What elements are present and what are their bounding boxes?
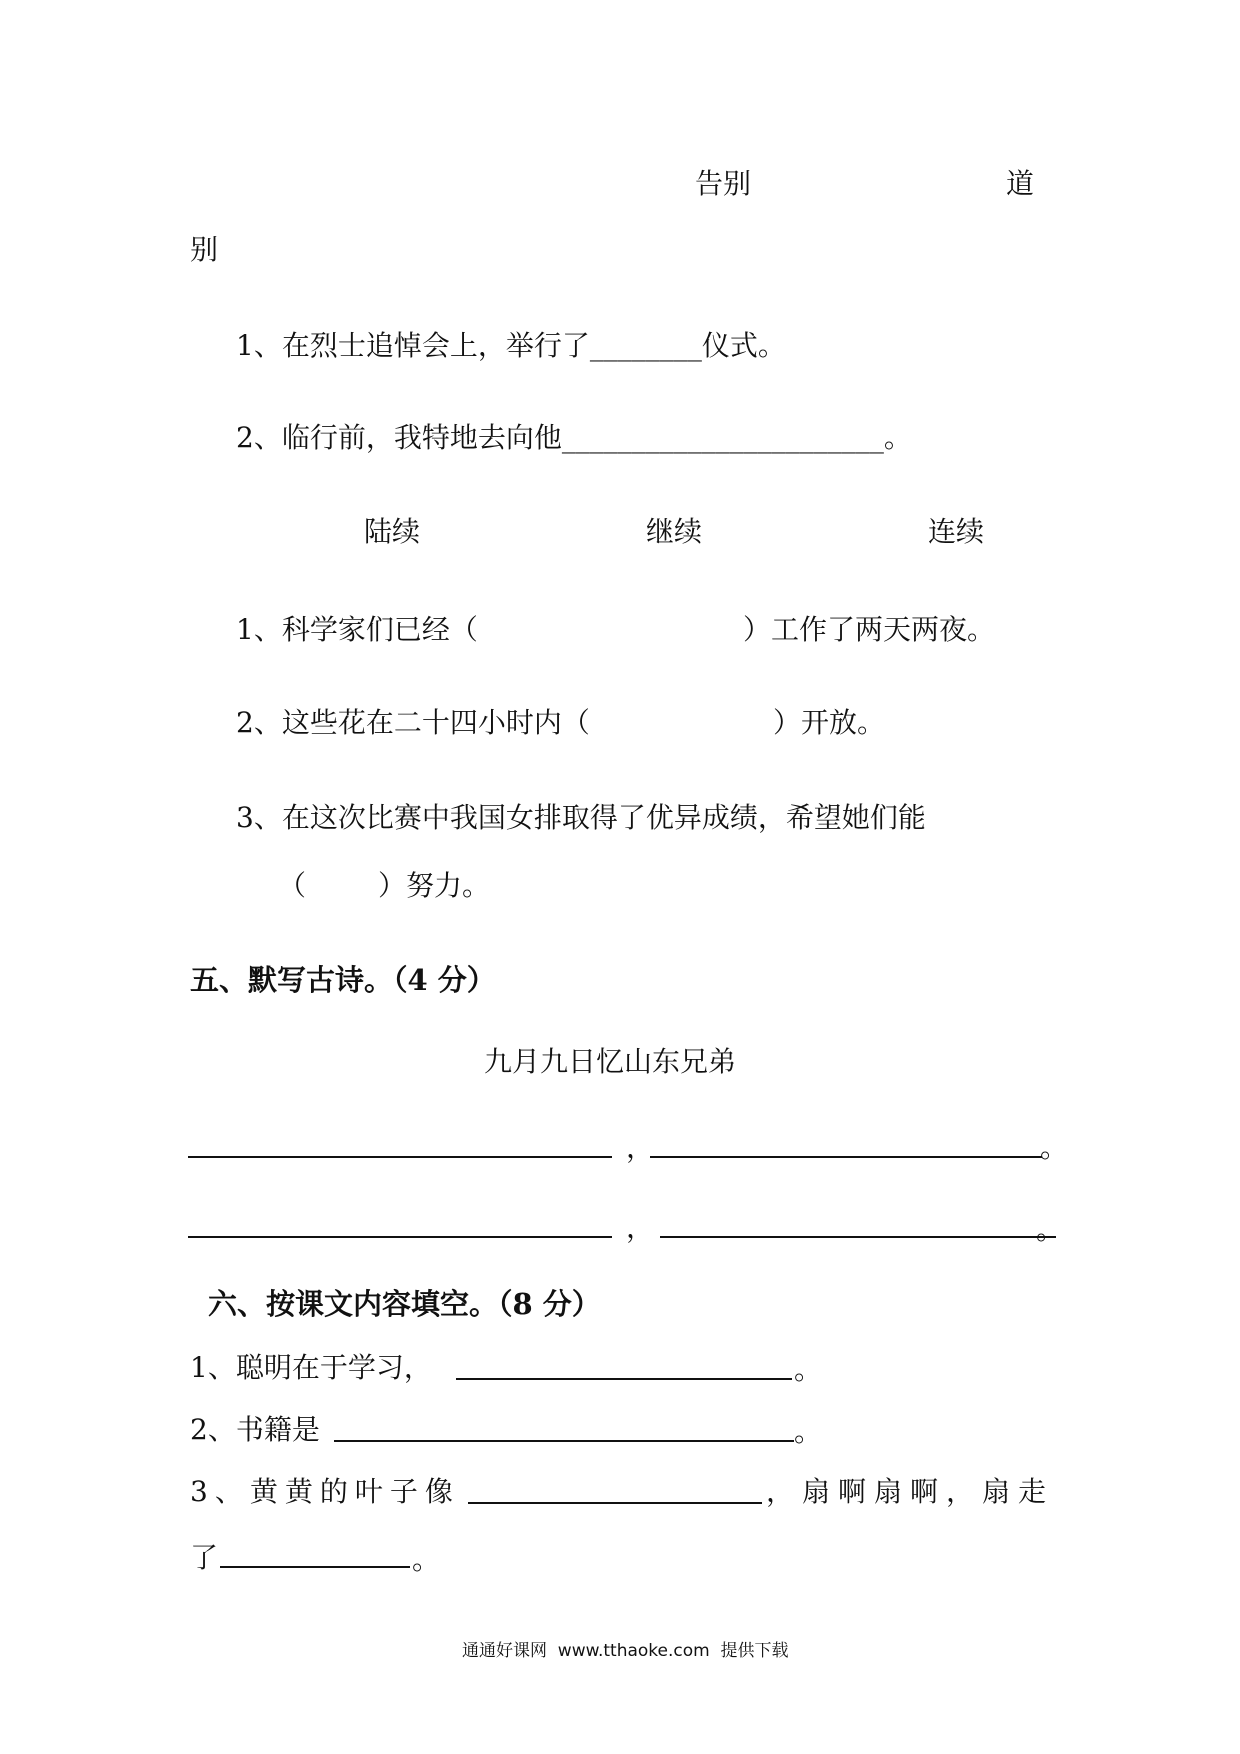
question-2-2-text: 2、这些花在二十四小时内（ <box>236 706 590 739</box>
answer-paren-2-3[interactable] <box>312 868 374 904</box>
question-6-3-end: 。 <box>412 1543 441 1576</box>
poem-line-2b[interactable] <box>660 1236 1056 1238</box>
question-1-1 <box>236 328 786 364</box>
section-6-heading: 六、按课文内容填空。（8 分） <box>208 1287 601 1321</box>
question-1-2 <box>236 420 912 456</box>
word-choice-daobie-part1: 道 <box>1006 167 1035 200</box>
poem-line-2a[interactable] <box>188 1236 612 1238</box>
question-6-3-text: 3、黄黄的叶子像 <box>190 1475 460 1508</box>
question-text-end: 仪式。 <box>701 329 786 362</box>
question-2-3-text: 3、在这次比赛中我国女排取得了优异成绩，希望她们能 <box>236 801 926 834</box>
question-2-1-text: 1、科学家们已经（ <box>236 613 478 646</box>
poem-line-1b[interactable] <box>650 1156 1042 1158</box>
answer-line-6-1[interactable] <box>456 1378 792 1380</box>
question-6-3-mid: ，扇啊扇啊，扇走 <box>766 1475 1055 1508</box>
question-6-2-end: 。 <box>794 1415 823 1448</box>
answer-paren-2-2[interactable] <box>622 705 770 741</box>
question-text: 1、在烈士追悼会上，举行了 <box>236 329 590 362</box>
question-6-1-text: 1、聪明在于学习， <box>190 1351 432 1384</box>
question-6-3-cont: 了 <box>190 1541 219 1574</box>
word-choice-lianxu: 连续 <box>928 515 985 548</box>
answer-line-6-2[interactable] <box>334 1440 794 1442</box>
poem-line-1a[interactable] <box>188 1156 612 1158</box>
word-choice-jixu: 继续 <box>646 515 703 548</box>
question-text: 2、临行前，我特地去向他 <box>236 421 562 454</box>
word-choice-daobie-part2: 别 <box>190 233 219 266</box>
poem-comma-1: ， <box>626 1131 655 1164</box>
page-footer: 通通好课网 www.tthaoke.com 提供下载 <box>462 1641 789 1661</box>
answer-line-6-3a[interactable] <box>468 1502 762 1504</box>
section-5-heading: 五、默写古诗。（4 分） <box>190 963 496 997</box>
question-2-3-end: ）努力。 <box>378 869 491 902</box>
word-choice-gaobie: 告别 <box>695 167 752 200</box>
answer-blank[interactable]: ________ <box>589 329 702 362</box>
answer-paren-2-1[interactable] <box>498 612 738 648</box>
answer-blank[interactable]: _______________________ <box>561 421 884 454</box>
poem-period-2: 。 <box>1036 1213 1065 1246</box>
question-2-1-end: ）工作了两天两夜。 <box>743 613 996 646</box>
word-choice-luxu: 陆续 <box>364 515 421 548</box>
poem-comma-2: ， <box>626 1211 655 1244</box>
poem-period-1: 。 <box>1040 1131 1069 1164</box>
answer-line-6-3b[interactable] <box>220 1566 410 1568</box>
question-6-1-end: 。 <box>794 1353 823 1386</box>
question-6-2-text: 2、书籍是 <box>190 1413 320 1446</box>
question-2-2-end: ）开放。 <box>773 706 886 739</box>
question-text-end: 。 <box>883 421 912 454</box>
question-2-3-open: （ <box>278 869 307 902</box>
poem-title: 九月九日忆山东兄弟 <box>484 1045 737 1078</box>
